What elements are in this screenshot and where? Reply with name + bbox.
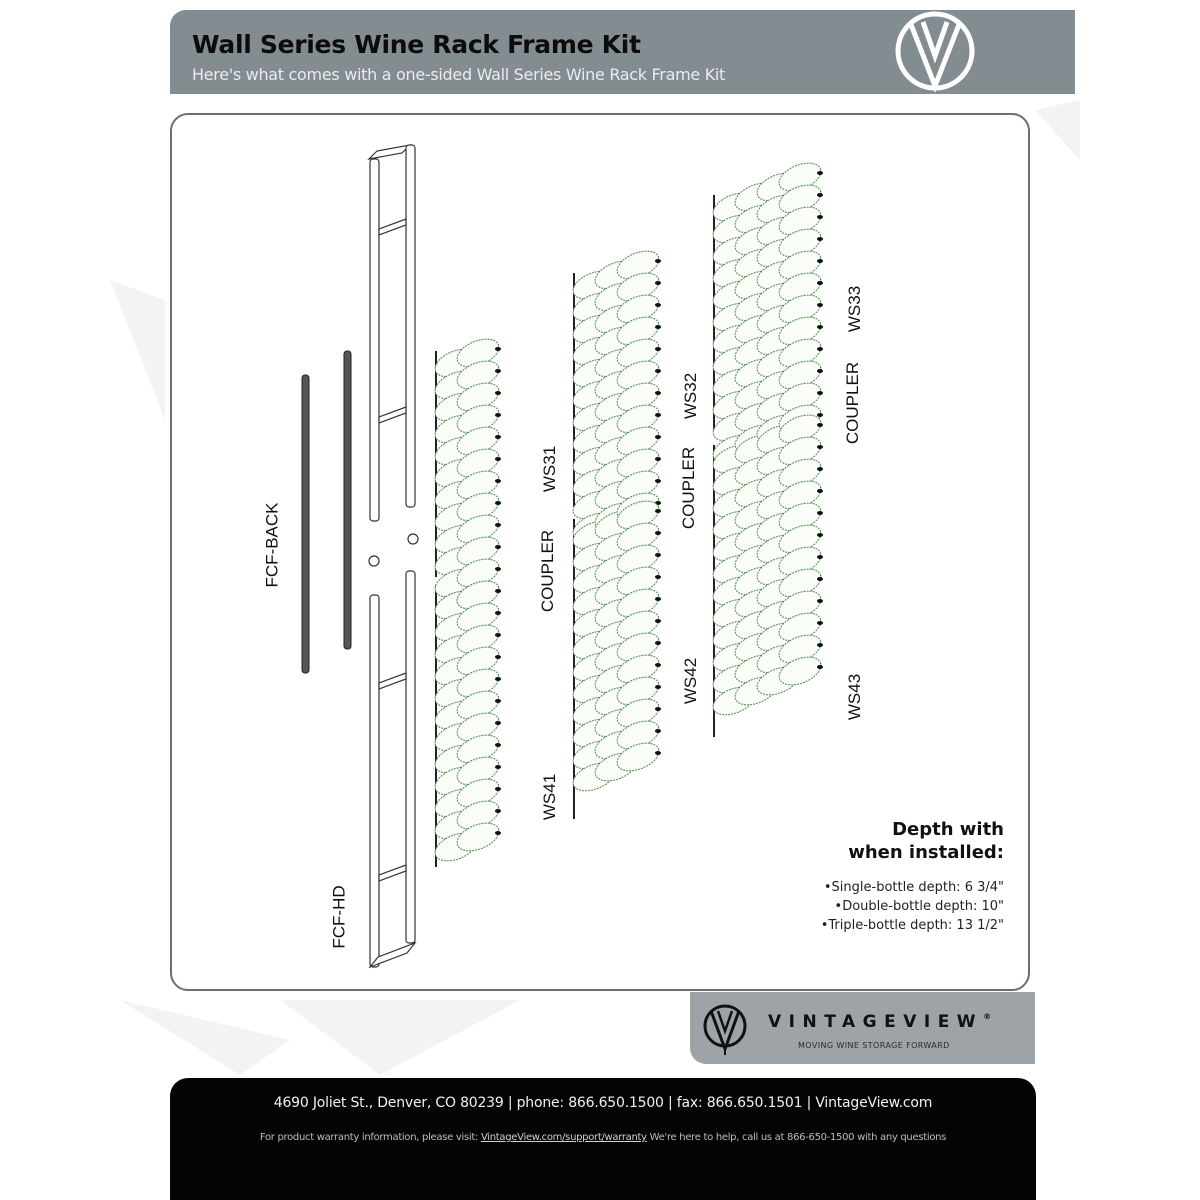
label-ws33: WS33: [845, 285, 865, 333]
depth-title-line2: when installed:: [848, 842, 1004, 863]
vintageview-brand-logo-icon: [702, 1003, 748, 1055]
footer-contact-info: 4690 Joliet St., Denver, CO 80239 | phone: 866.650.1500 | fax: 866.650.1501 | VintageView.com: [273, 1095, 933, 1111]
warranty-suffix: We're here to help, call us at 866-650-1500 with any questions: [646, 1132, 947, 1143]
rack-column-1: [431, 334, 503, 867]
label-coupler-2: COUPLER: [679, 446, 699, 530]
page-title: Wall Series Wine Rack Frame Kit: [192, 30, 641, 59]
label-coupler-1: COUPLER: [538, 529, 558, 613]
depth-item-triple: • Triple-bottle depth: 13 1/2": [821, 916, 1004, 935]
label-ws31: WS31: [540, 445, 560, 493]
page-subtitle: Here's what comes with a one-sided Wall Series Wine Rack Frame Kit: [192, 65, 726, 84]
warranty-prefix: For product warranty information, please visit:: [259, 1132, 479, 1143]
rack-column-3: [709, 158, 825, 737]
brand-name: [768, 1012, 991, 1032]
brand-tagline: MOVING WINE STORAGE FORWARD: [798, 1041, 950, 1050]
label-fcf-hd: FCF-HD: [329, 885, 349, 949]
parts-diagram-panel: [170, 113, 1030, 991]
depth-list: [821, 878, 1004, 935]
registered-mark: ®: [983, 1012, 992, 1021]
depth-item-single: • Single-bottle depth: 6 3/4": [821, 878, 1004, 897]
footer-warranty-info: [170, 1132, 1036, 1143]
label-coupler-3: COUPLER: [843, 361, 863, 445]
brand-name-text: VINTAGEVIEW: [768, 1012, 984, 1032]
vintageview-logo-icon: [892, 8, 978, 94]
label-fcf-back: FCF-BACK: [262, 502, 282, 588]
label-ws43: WS43: [845, 673, 865, 721]
depth-title-line1: Depth with: [892, 819, 1004, 840]
header-banner: [170, 10, 1075, 94]
brand-box: [690, 992, 1035, 1064]
depth-item-double: • Double-bottle depth: 10": [821, 897, 1004, 916]
warranty-link[interactable]: VintageView.com/support/warranty: [480, 1132, 647, 1143]
rack-column-2: [569, 246, 663, 819]
fcf-back-rods: [302, 351, 351, 673]
fcf-hd-upper-frame: [369, 145, 418, 967]
label-ws32: WS32: [681, 372, 701, 420]
footer: [170, 1078, 1036, 1200]
label-ws41: WS41: [540, 773, 560, 821]
depth-info: [821, 818, 1004, 935]
label-ws42: WS42: [681, 657, 701, 705]
